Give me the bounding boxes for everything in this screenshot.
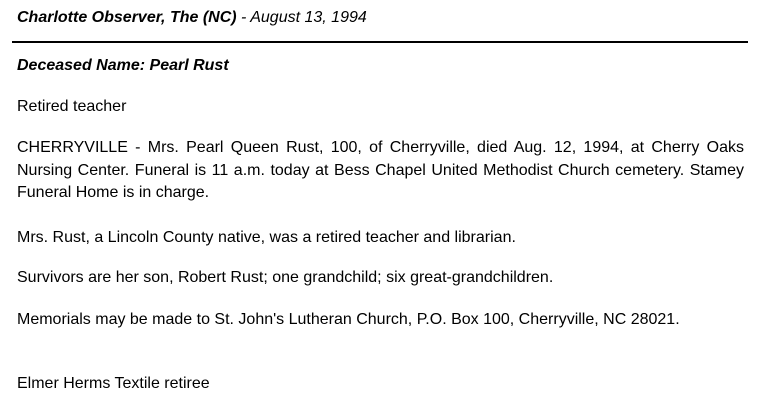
publication-date: August 13, 1994: [250, 9, 367, 26]
next-obituary-entry: Elmer Herms Textile retiree: [17, 375, 210, 392]
obituary-paragraph-survivors: Survivors are her son, Robert Rust; one grandchild; six great-grandchildren.: [17, 269, 554, 286]
publication-header: [17, 9, 367, 27]
obituary-paragraph-memorials: Memorials may be made to St. John's Lutheran Church, P.O. Box 100, Cherryville, NC 28021.: [17, 311, 680, 328]
obituary-subtitle: Retired teacher: [17, 98, 127, 115]
deceased-name-heading: Deceased Name: Pearl Rust: [17, 57, 229, 74]
publication-name: Charlotte Observer, The (NC): [17, 9, 237, 26]
header-divider: [12, 41, 748, 43]
header-separator: -: [236, 9, 251, 26]
obituary-paragraph-main: CHERRYVILLE - Mrs. Pearl Queen Rust, 100, of Cherryville, died Aug. 12, 1994, at Cherry Oaks Nursing Center. Funeral is 11 a.m. today at Bess Chapel United Methodist Church cemetery. Stamey Funeral Home is in charge.: [17, 139, 744, 201]
obituary-paragraph-background: Mrs. Rust, a Lincoln County native, was a retired teacher and librarian.: [17, 229, 516, 246]
